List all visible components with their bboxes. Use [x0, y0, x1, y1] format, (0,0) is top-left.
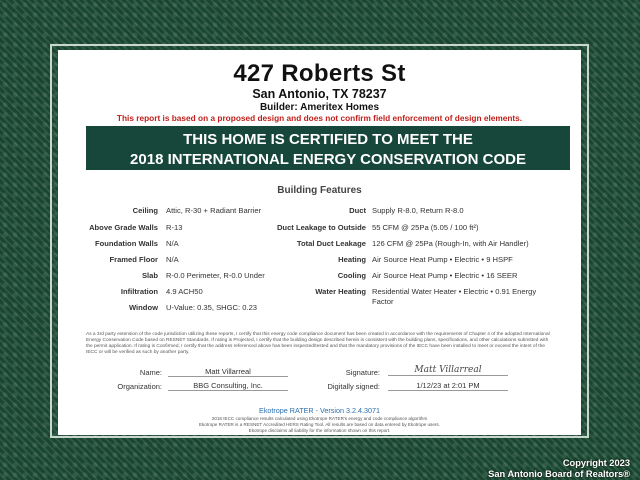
feature-label-slab: Slab	[141, 271, 158, 280]
feature-label-duct-leakage-outside: Duct Leakage to Outside	[276, 223, 366, 232]
building-features-title: Building Features	[277, 185, 362, 196]
feature-label-total-duct-leakage: Total Duct Leakage	[296, 239, 366, 248]
banner-line-1: THIS HOME IS CERTIFIED TO MEET THE	[183, 131, 473, 148]
feature-label-ceiling: Ceiling	[132, 206, 158, 215]
feature-label-duct: Duct	[349, 206, 366, 215]
feature-label-heating: Heating	[338, 255, 366, 264]
signature-value: Matt Villarreal	[388, 365, 508, 376]
feature-value-ceiling: Attic, R-30 + Radiant Barrier	[166, 206, 262, 215]
feature-label-water-heating: Water Heating	[315, 287, 366, 296]
feature-value-foundation-walls: N/A	[166, 239, 179, 248]
organization-value: BBG Consulting, Inc.	[168, 381, 288, 391]
rater-fine-print-1: 2018 IECC compliance results calculated using Ekotrope RATER's energy and code compliance algorithm	[211, 416, 428, 421]
certificate-page	[58, 50, 581, 435]
copyright-line-2: San Antonio Board of Realtors®	[488, 469, 630, 479]
feature-label-foundation-walls: Foundation Walls	[95, 239, 158, 248]
feature-value-cooling: Air Source Heat Pump • Electric • 16 SEER	[372, 271, 518, 280]
feature-label-above-grade-walls: Above Grade Walls	[89, 223, 158, 232]
certification-banner	[86, 126, 570, 170]
feature-value-total-duct-leakage: 126 CFM @ 25Pa (Rough-In, with Air Handler)	[372, 239, 529, 248]
digitally-signed-value: 1/12/23 at 2:01 PM	[388, 381, 508, 391]
feature-value-duct-leakage-outside: 55 CFM @ 25Pa (5.05 / 100 ft²)	[372, 223, 479, 232]
organization-label: Organization:	[117, 382, 162, 391]
feature-value-window: U-Value: 0.35, SHGC: 0.23	[166, 303, 258, 312]
city-state-zip: San Antonio, TX 78237	[252, 87, 387, 101]
certification-legal-text: As a 3rd party extension of the code jurisdiction utilizing these reports, I certify that this energy code compliance document has been created in accordance with the requirements of Chapter 4 of the adopted International Energy Conservation Code based on RESNET Standards. If rating is Projected, I certify that the building design described herein is consistent with the building plans, specifications, and other calculations submitted with the permit application. If rating is Confirmed, I certify that the address referenced above has been inspected/tested and that the mandatory provisions of the IECC have been installed to meet or exceed the intent of the IECC or will be verified as such by another party.	[86, 332, 550, 355]
feature-value-heating: Air Source Heat Pump • Electric • 9 HSPF	[372, 255, 513, 264]
name-value: Matt Villarreal	[168, 367, 288, 377]
banner-line-2: 2018 INTERNATIONAL ENERGY CONSERVATION CODE	[130, 151, 526, 168]
rater-fine-print-3: Ekotrope disclaims all liability for the information shown on this report.	[248, 428, 391, 433]
feature-value-water-heating: Residential Water Heater • Electric • 0.91 Energy Factor	[372, 287, 537, 306]
digitally-signed-label: Digitally signed:	[327, 382, 380, 391]
name-label: Name:	[139, 368, 162, 377]
feature-value-slab: R-0.0 Perimeter, R-0.0 Under	[166, 271, 265, 280]
builder-name: Builder: Ameritex Homes	[259, 102, 380, 113]
copyright-line-1: Copyright 2023	[562, 458, 630, 468]
feature-label-infiltration: Infiltration	[120, 287, 158, 296]
rater-fine-print-2: Ekotrope RATER is a RESNET Accredited HERS Rating Tool. All results are based on data entered by Ekotrope users.	[198, 422, 441, 427]
feature-value-infiltration: 4.9 ACH50	[166, 287, 203, 296]
street-address: 427 Roberts St	[233, 60, 406, 87]
feature-value-framed-floor: N/A	[166, 255, 179, 264]
signature-label: Signature:	[345, 368, 380, 377]
feature-label-framed-floor: Framed Floor	[109, 255, 158, 264]
rater-version: Ekotrope RATER - Version 3.2.4.3071	[259, 406, 380, 415]
design-disclaimer: This report is based on a proposed design and does not confirm field enforcement of design elements.	[116, 113, 523, 123]
feature-value-above-grade-walls: R-13	[166, 223, 183, 232]
feature-label-cooling: Cooling	[337, 271, 366, 280]
feature-label-window: Window	[128, 303, 158, 312]
feature-value-duct: Supply R-8.0, Return R-8.0	[372, 206, 464, 215]
